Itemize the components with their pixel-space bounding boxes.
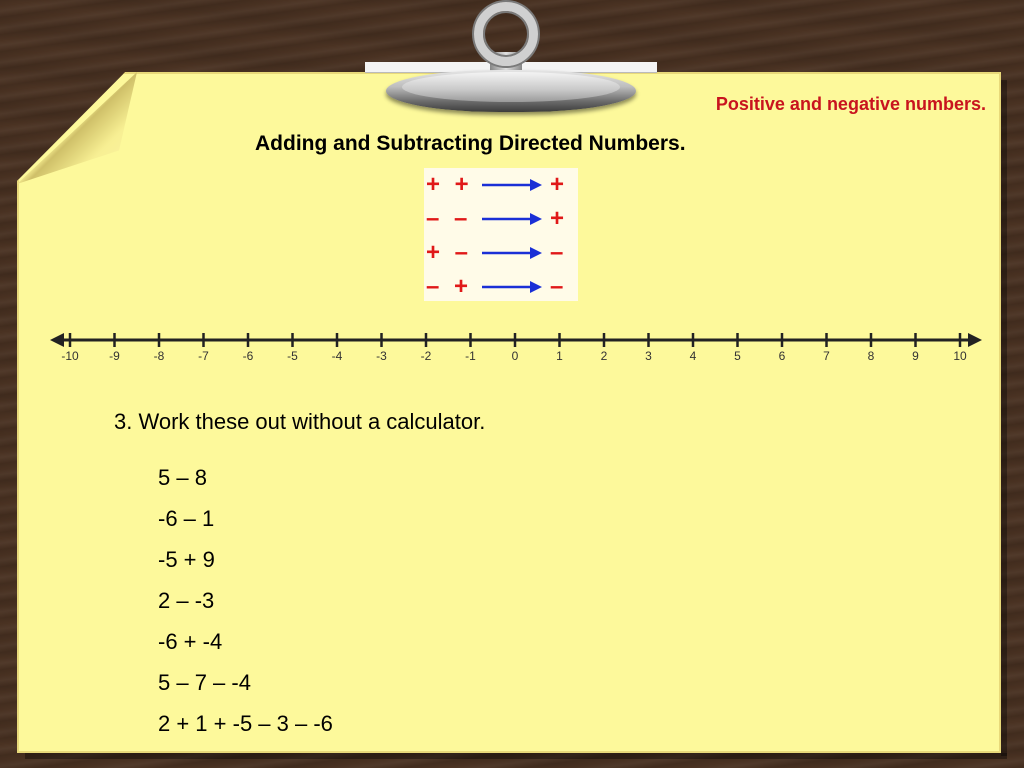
number-line-label: 7 bbox=[823, 349, 830, 363]
clip-highlight bbox=[402, 72, 620, 102]
number-line-label: -5 bbox=[287, 349, 298, 363]
number-line-label: 4 bbox=[689, 349, 697, 363]
slide-title: Adding and Subtracting Directed Numbers. bbox=[255, 132, 686, 155]
sign-rule-row bbox=[424, 170, 578, 200]
number-line-label: -6 bbox=[242, 349, 254, 363]
problem-item: -6 – 1 bbox=[158, 506, 215, 531]
number-line-label: 3 bbox=[645, 349, 652, 363]
number-line-label: -10 bbox=[61, 349, 79, 363]
arrow-left-icon bbox=[50, 333, 64, 347]
arrow-right-icon bbox=[968, 333, 982, 347]
sign-result: – bbox=[550, 273, 564, 300]
number-line-label: -3 bbox=[376, 349, 387, 363]
sign-rule-row bbox=[424, 238, 578, 268]
number-line-label: 9 bbox=[912, 349, 919, 363]
number-line-label: 6 bbox=[778, 349, 786, 363]
number-line-label: 1 bbox=[556, 349, 563, 363]
problem-item: 5 – 7 – -4 bbox=[158, 670, 251, 695]
number-line-label: 0 bbox=[511, 349, 519, 363]
paper-shadow-bottom bbox=[25, 753, 1007, 759]
sign-result: + bbox=[550, 205, 565, 232]
problem-item: 5 – 8 bbox=[158, 465, 207, 490]
problem-item: -5 + 9 bbox=[158, 547, 215, 572]
arrow-right-icon bbox=[480, 178, 544, 192]
number-line-label: 2 bbox=[600, 349, 608, 363]
number-line-label: 10 bbox=[953, 349, 967, 363]
problem-item: -6 + -4 bbox=[158, 629, 223, 654]
problem-list bbox=[158, 464, 333, 751]
exercise-instruction: 3. Work these out without a calculator. bbox=[114, 409, 486, 434]
number-line-label: -9 bbox=[109, 349, 120, 363]
sign-pair: + – bbox=[426, 239, 473, 266]
sign-pair: + + bbox=[426, 171, 473, 198]
number-line-label: 8 bbox=[867, 349, 875, 363]
sign-pair: – + bbox=[426, 273, 473, 300]
sign-result: – bbox=[550, 239, 564, 266]
number-line bbox=[50, 322, 982, 366]
problem-item: 2 + 1 + -5 – 3 – -6 bbox=[158, 711, 333, 736]
number-line-label: -1 bbox=[465, 349, 476, 363]
problem-item: 2 – -3 bbox=[158, 588, 215, 613]
sign-rule-row bbox=[424, 204, 578, 234]
number-line-label: -2 bbox=[420, 349, 432, 363]
arrow-right-icon bbox=[480, 246, 544, 260]
sign-pair: – – bbox=[426, 205, 472, 232]
slide-subtitle: Positive and negative numbers. bbox=[715, 94, 986, 114]
arrow-right-icon bbox=[480, 280, 544, 294]
number-line-label: -8 bbox=[153, 349, 165, 363]
sign-rules-box bbox=[424, 168, 578, 301]
clip-ring-icon bbox=[474, 2, 538, 66]
sign-result: + bbox=[550, 171, 565, 198]
number-line-label: -4 bbox=[331, 349, 343, 363]
number-line-label: 5 bbox=[734, 349, 741, 363]
sign-rule-row bbox=[424, 272, 578, 302]
paper-shadow-right bbox=[1001, 80, 1007, 756]
number-line-label: -7 bbox=[198, 349, 209, 363]
arrow-right-icon bbox=[480, 212, 544, 226]
